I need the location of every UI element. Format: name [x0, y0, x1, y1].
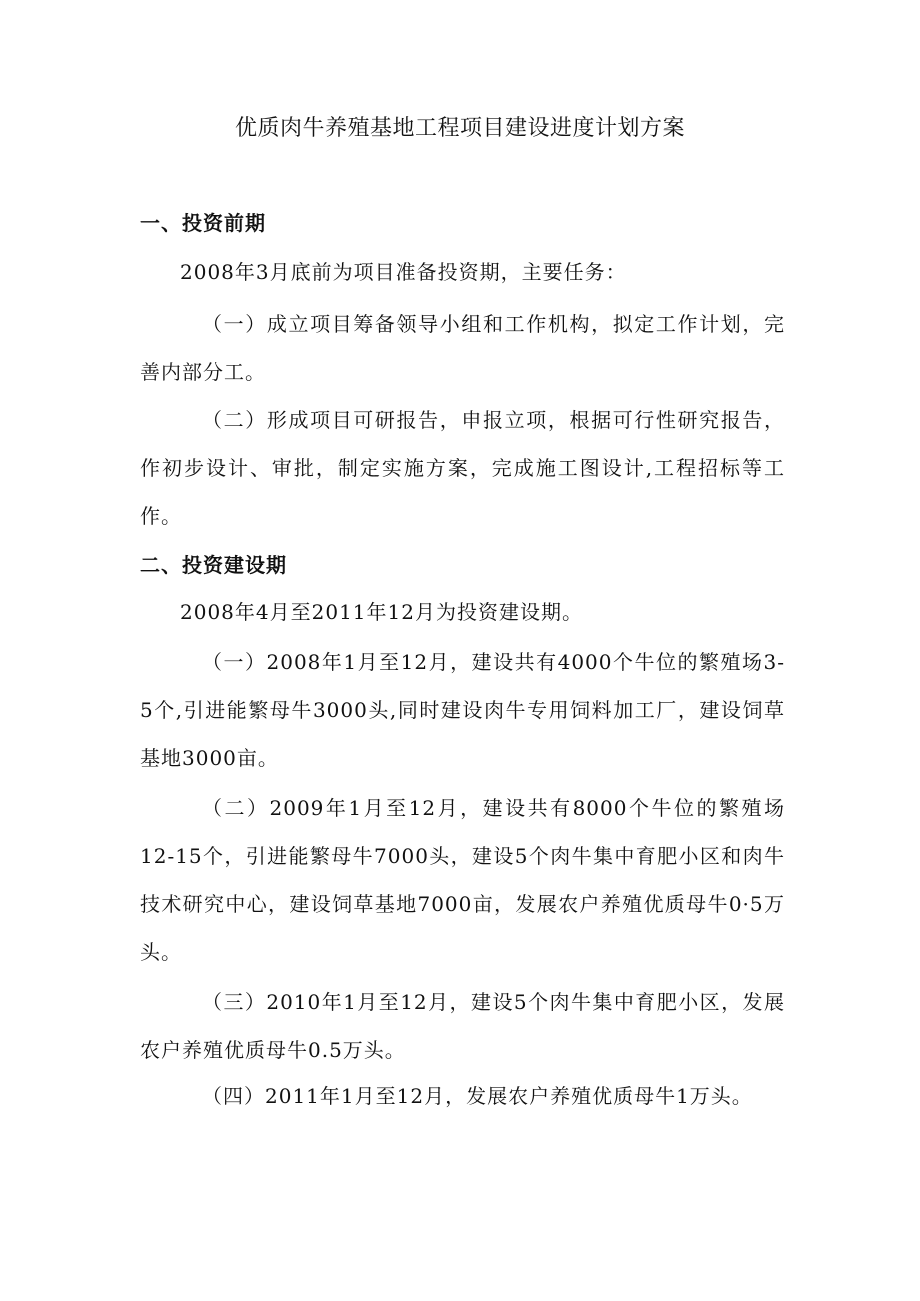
list-item: （二）形成项目可研报告，申报立项，根据可行性研究报告，作初步设计、审批，制定实施方案，完成施工图设计,工程招标等工作。: [140, 408, 785, 528]
section-heading-investment-preparation: 一、投资前期: [140, 211, 266, 235]
list-item: （一）成立项目筹备领导小组和工作机构，拟定工作计划，完善内部分工。: [140, 312, 785, 384]
document-title: 优质肉牛养殖基地工程项目建设进度计划方案: [234, 116, 685, 141]
section-heading-investment-construction: 二、投资建设期: [140, 553, 287, 577]
list-item: （三）2010年1月至12月，建设5个肉牛集中育肥小区，发展农户养殖优质母牛0.5万头。: [140, 990, 785, 1062]
list-item: （二）2009年1月至12月，建设共有8000个牛位的繁殖场12-15个，引进能繁母牛7000头，建设5个肉牛集中育肥小区和肉牛技术研究中心，建设饲草基地7000亩，发展农户养殖优质母牛0·5万头。: [140, 796, 785, 964]
list-item: （四）2011年1月至12月，发展农户养殖优质母牛1万头。: [202, 1084, 753, 1108]
section-intro: 2008年4月至2011年12月为投资建设期。: [180, 600, 583, 624]
list-item: （一）2008年1月至12月，建设共有4000个牛位的繁殖场3-5个,引进能繁母牛3000头,同时建设肉牛专用饲料加工厂，建设饲草基地3000亩。: [140, 650, 785, 770]
section-intro: 2008年3月底前为项目准备投资期，主要任务：: [180, 260, 627, 284]
